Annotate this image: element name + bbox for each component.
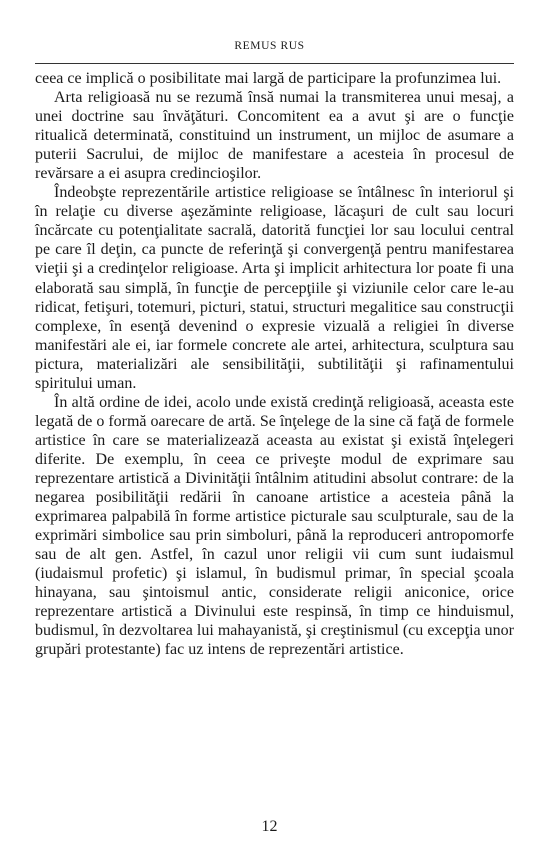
paragraph: În altă ordine de idei, acolo unde există credinţă religioasă, aceasta este legată de o formă oarecare de artă. Se înţelege de la sine că faţă de formele artistice în care se materializează aceasta au existat şi există înţelegeri diferite. De exemplu, în ceea ce priveşte modul de exprimare sau reprezentare artistică a Divinităţii întâlnim atitudini absolut contrare: de la negarea posibilităţii redării în canoane artistice a acesteia până la exprimarea palpabilă în forme artistice picturale sau sculpturale, sau de la exprimări simbolice sau prin simboluri, până la reproduceri antropomorfe sau de alt gen. Astfel, în cazul unor religii vii cum sunt iudaismul (iudaismul profetic) şi islamul, în budismul primar, în special şcoala hinayana, sau şintoismul antic, considerate religii aniconice, orice reprezentare artistică a Divinului este respinsă, în timp ce hinduismul, budismul, în dezvoltarea lui mahayanistă, şi creştinismul (cu excepţia unor grupări protestante) fac uz intens de reprezentări artistice. <box>35 393 514 659</box>
paragraph: Îndeobşte reprezentările artistice religioase se întâlnesc în interiorul şi în relaţie cu diverse aşezăminte religioase, lăcaşuri de cult sau locuri încărcate cu potenţialitate sacrală, datorită funcţiei lor sau locului central pe care îl deţin, ca puncte de referinţă şi convergenţă pentru manifestarea vieţii şi a credinţelor religioase. Arta şi implicit arhitectura lor poate fi una elaborată sau simplă, în funcţie de percepţiile şi viziunile celor care le-au ridicat, fetişuri, totemuri, picturi, statui, structuri megalitice sau construcţii complexe, în esenţă devenind o expresie vizuală a religiei în diverse manifestări ale ei, iar formele concrete ale artei, arhitectura, sculptura sau pictura, materializări ale sensibilităţii, subtilităţii şi rafinamentului spiritului uman. <box>35 184 514 392</box>
page-number: 12 <box>261 818 278 835</box>
paragraph-continuation: ceea ce implică o posibilitate mai largă de participare la profunzimea lui. <box>35 70 502 87</box>
running-head: REMUS RUS <box>234 40 305 52</box>
paragraph: Arta religioasă nu se rezumă însă numai la transmiterea unui mesaj, a unei doctrine sau învăţături. Concomitent ea a avut şi are o funcţie ritualică determinată, constituind un instrument, un mijloc de asumare a puterii Sacrului, de mijloc de manifestare a acesteia în procesul de revărsare a ei asupra credincioşilor. <box>35 89 514 183</box>
body-text <box>35 69 514 659</box>
header-rule <box>35 63 514 64</box>
